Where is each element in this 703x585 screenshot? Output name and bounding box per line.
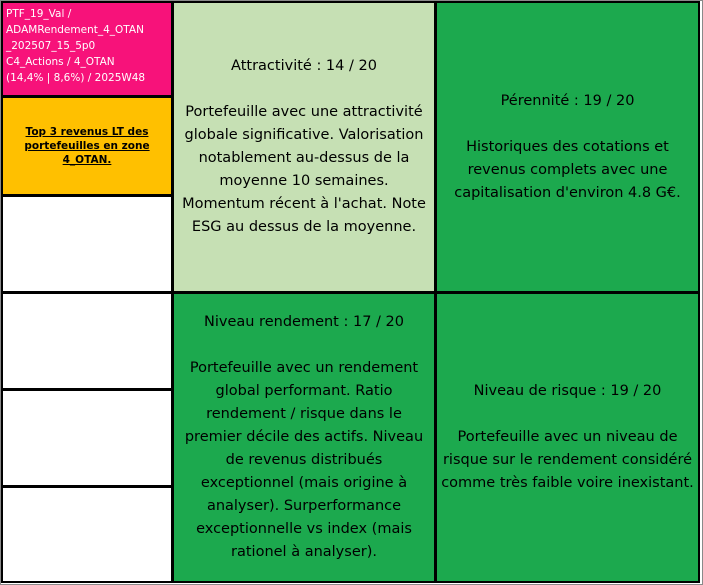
portfolio-line-4: C4_Actions / 4_OTAN bbox=[6, 56, 115, 68]
rendement-body: Portefeuille avec un rendement global performant. Ratio rendement / risque dans le premier décile des actifs. Niveau de revenus distribués exceptionnel (mais origine à analyser). Surperformance exceptionnelle vs index (mais rationel à analyser). bbox=[184, 360, 424, 560]
risque-title: Niveau de risque : 19 / 20 bbox=[473, 383, 662, 399]
perennite-panel bbox=[435, 1, 700, 293]
portfolio-line-2: ADAMRendement_4_OTAN bbox=[6, 24, 144, 36]
attractivite-title: Attractivité : 14 / 20 bbox=[231, 58, 377, 74]
top3-link-cell[interactable] bbox=[1, 96, 173, 196]
portfolio-line-5: (14,4% | 8,6%) / 2025W48 bbox=[6, 72, 146, 84]
empty-cell-3 bbox=[1, 389, 173, 487]
top3-link[interactable]: Top 3 revenus LT des portefeuilles en zone 4_OTAN. bbox=[24, 126, 150, 166]
rendement-title: Niveau rendement : 17 / 20 bbox=[204, 314, 404, 330]
empty-cell-4 bbox=[1, 486, 173, 583]
portfolio-line-1: PTF_19_Val / bbox=[6, 8, 72, 20]
portfolio-line-3: _202507_15_5p0 bbox=[6, 40, 96, 52]
risque-panel bbox=[435, 292, 700, 583]
perennite-body: Historiques des cotations et revenus complets avec une capitalisation d'environ 4.8 G€. bbox=[454, 138, 681, 201]
rendement-panel bbox=[172, 292, 436, 583]
empty-cell-2 bbox=[1, 292, 173, 390]
empty-cell-1 bbox=[1, 195, 173, 293]
risque-body: Portefeuille avec un niveau de risque sur le rendement considéré comme très faible voire inexistant. bbox=[441, 429, 694, 491]
attractivite-panel bbox=[172, 1, 436, 293]
portfolio-id-cell bbox=[1, 1, 173, 97]
perennite-title: Pérennité : 19 / 20 bbox=[500, 92, 635, 109]
attractivite-body: Portefeuille avec une attractivité globale significative. Valorisation notablement au-dessus de la moyenne 10 semaines. Momentum récent à l'achat. Note ESG au dessus de la moyenne. bbox=[182, 104, 426, 235]
